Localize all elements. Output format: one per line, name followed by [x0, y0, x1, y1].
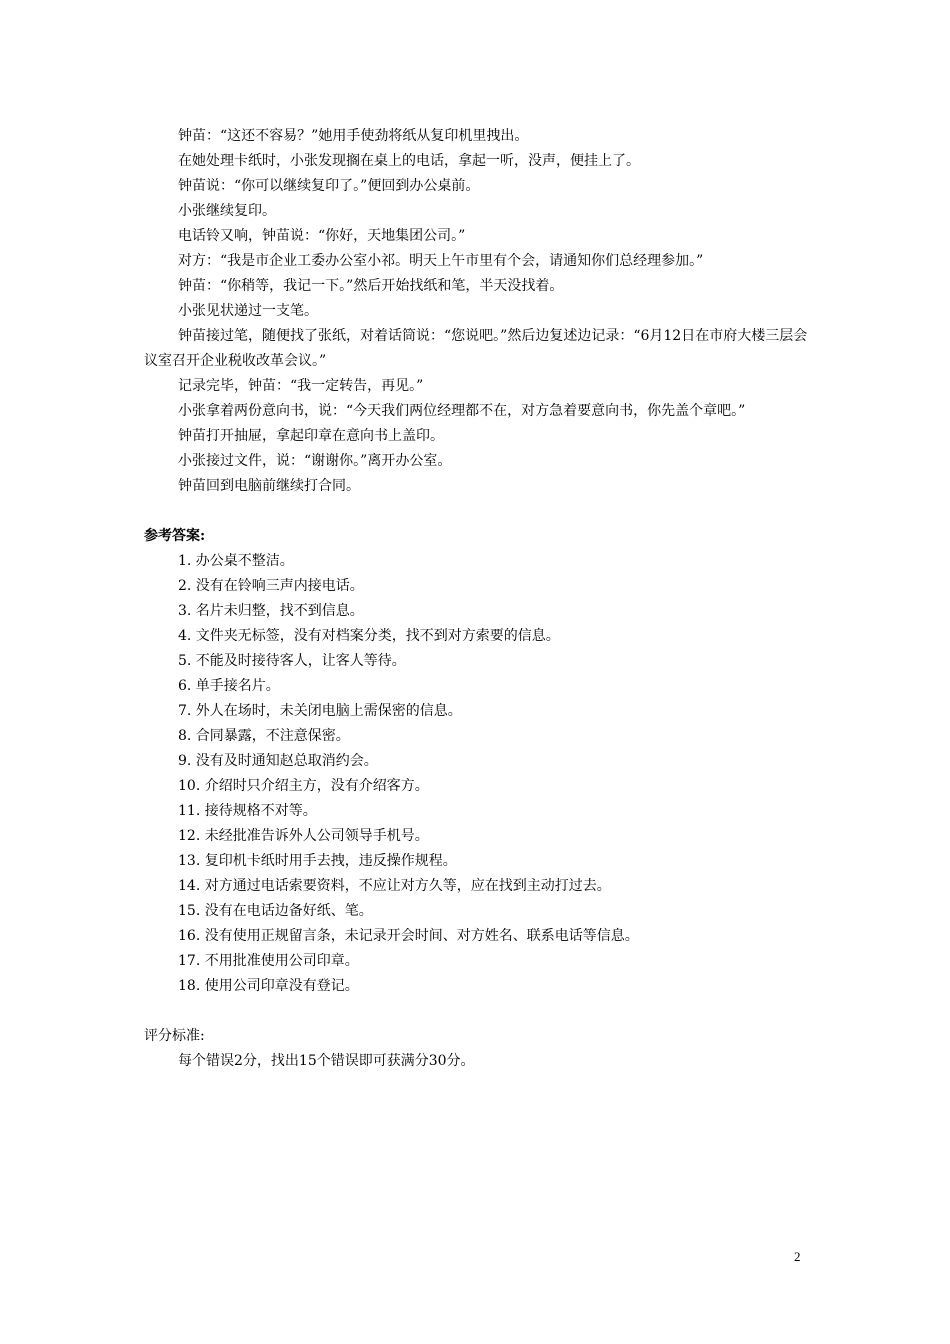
dialogue-paragraph: 钟苗：“这还不容易？”她用手使劲将纸从复印机里拽出。	[178, 128, 529, 144]
dialogue-section	[144, 124, 808, 499]
section-spacer	[144, 999, 808, 1024]
answer-item: 16. 没有使用正规留言条，未记录开会时间、对方姓名、联系电话等信息。	[178, 928, 639, 944]
dialogue-paragraph: 记录完毕，钟苗：“我一定转告，再见。”	[178, 378, 424, 394]
answer-item: 4. 文件夹无标签，没有对档案分类，找不到对方索要的信息。	[178, 628, 560, 644]
dialogue-paragraph: 小张继续复印。	[178, 203, 276, 219]
scoring-section	[144, 1024, 808, 1074]
dialogue-paragraph: 小张见状递过一支笔。	[178, 303, 318, 319]
answer-item: 11. 接待规格不对等。	[178, 803, 317, 819]
answer-item: 10. 介绍时只介绍主方，没有介绍客方。	[178, 778, 429, 794]
answer-item: 5. 不能及时接待客人，让客人等待。	[178, 653, 406, 669]
dialogue-paragraph: 钟苗：“你稍等，我记一下。”然后开始找纸和笔，半天没找着。	[178, 278, 564, 294]
dialogue-paragraph: 对方：“我是市企业工委办公室小祁。明天上午市里有个会，请通知你们总经理参加。”	[178, 253, 704, 269]
scoring-text: 每个错误2分，找出15个错误即可获满分30分。	[178, 1053, 475, 1069]
dialogue-paragraph: 电话铃又响，钟苗说：“你好，天地集团公司。”	[178, 228, 466, 244]
answer-item: 3. 名片未归整，找不到信息。	[178, 603, 364, 619]
dialogue-paragraph: 钟苗接过笔，随便找了张纸，对着话筒说：“您说吧。”然后边复述边记录：“6月12日在市府大楼三层会议室召开企业税收改革会议。”	[144, 328, 808, 369]
dialogue-paragraph: 钟苗打开抽屉，拿起印章在意向书上盖印。	[178, 428, 444, 444]
answer-item: 17. 不用批准使用公司印章。	[178, 953, 359, 969]
dialogue-paragraph: 小张拿着两份意向书，说：“今天我们两位经理都不在，对方急着要意向书，你先盖个章吧。”	[178, 403, 746, 419]
answer-item: 15. 没有在电话边备好纸、笔。	[178, 903, 373, 919]
answer-item: 8. 合同暴露，不注意保密。	[178, 728, 350, 744]
answer-item: 13. 复印机卡纸时用手去拽，违反操作规程。	[178, 853, 457, 869]
answer-item: 2. 没有在铃响三声内接电话。	[178, 578, 364, 594]
dialogue-paragraph: 钟苗回到电脑前继续打合同。	[178, 478, 360, 494]
answer-item: 1. 办公桌不整洁。	[178, 553, 294, 569]
answer-item: 14. 对方通过电话索要资料，不应让对方久等，应在找到主动打过去。	[178, 878, 611, 894]
answer-item: 18. 使用公司印章没有登记。	[178, 978, 359, 994]
page-number: 2	[794, 1249, 801, 1264]
dialogue-paragraph: 在她处理卡纸时，小张发现搁在桌上的电话，拿起一听，没声，便挂上了。	[178, 153, 640, 169]
answer-item: 12. 未经批准告诉外人公司领导手机号。	[178, 828, 429, 844]
answer-item: 6. 单手接名片。	[178, 678, 280, 694]
scoring-heading: 评分标准:	[144, 1028, 205, 1044]
dialogue-paragraph: 小张接过文件，说：“谢谢你。”离开办公室。	[178, 453, 452, 469]
answers-heading: 参考答案:	[144, 528, 206, 544]
answer-item: 7. 外人在场时，未关闭电脑上需保密的信息。	[178, 703, 462, 719]
document-body	[144, 124, 808, 1074]
answers-section	[144, 524, 808, 999]
dialogue-paragraph: 钟苗说：“你可以继续复印了。”便回到办公桌前。	[178, 178, 480, 194]
answer-item: 9. 没有及时通知赵总取消约会。	[178, 753, 378, 769]
section-spacer	[144, 499, 808, 524]
